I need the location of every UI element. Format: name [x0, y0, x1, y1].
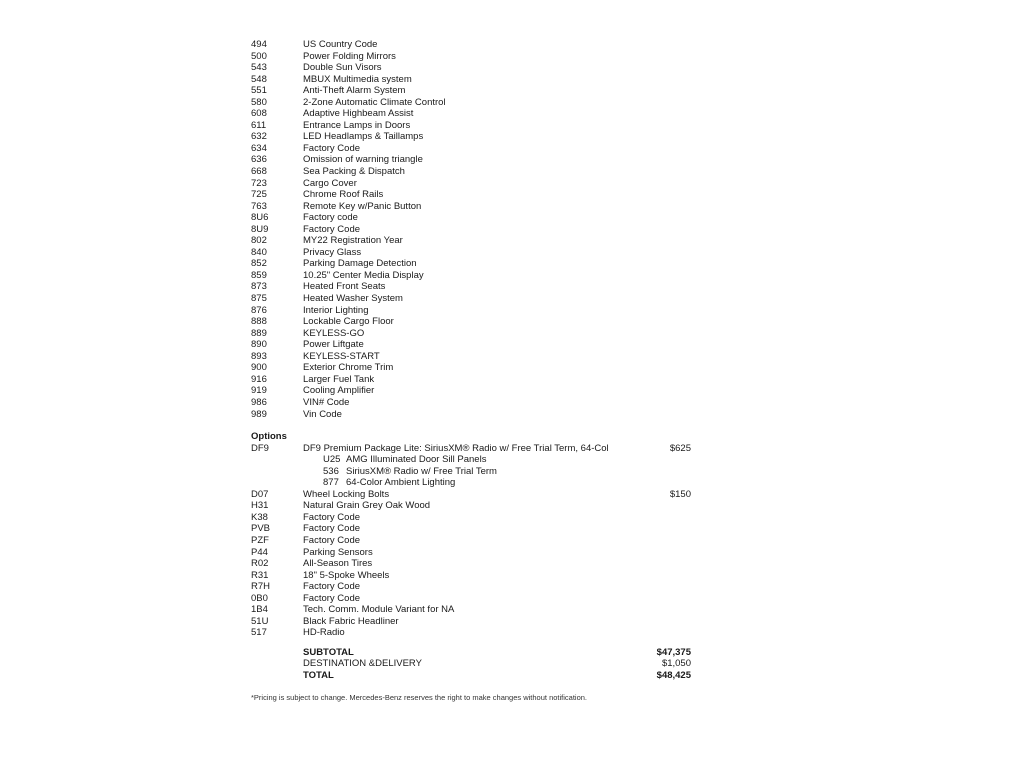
- option-row: [251, 500, 711, 512]
- code-description: 2-Zone Automatic Climate Control: [303, 96, 446, 108]
- code-description: MBUX Multimedia system: [303, 73, 412, 85]
- option-row: [251, 512, 711, 524]
- package-item-row: [251, 477, 711, 489]
- option-description: Parking Sensors: [303, 546, 373, 558]
- code-description: Anti-Theft Alarm System: [303, 85, 406, 97]
- option-code: H31: [251, 500, 269, 512]
- code-description: Lockable Cargo Floor: [303, 316, 394, 328]
- code-value: 876: [251, 304, 267, 316]
- code-value: 723: [251, 177, 267, 189]
- code-description: US Country Code: [303, 39, 378, 50]
- code-row: [251, 189, 711, 201]
- code-row: [251, 131, 711, 143]
- option-description: All-Season Tires: [303, 558, 373, 570]
- code-value: 873: [251, 281, 267, 293]
- code-row: [251, 166, 711, 178]
- code-row: [251, 120, 711, 132]
- code-description: Vin Code: [303, 408, 342, 420]
- code-value: 580: [251, 96, 267, 108]
- options-heading: [251, 431, 711, 443]
- package-item-code: 877: [323, 477, 339, 489]
- code-description: Parking Damage Detection: [303, 258, 417, 270]
- code-row: [251, 293, 711, 305]
- code-description: Remote Key w/Panic Button: [303, 200, 422, 212]
- option-description: DF9 Premium Package Lite: SiriusXM® Radio w/ Free Trial Term, 64-Col: [303, 442, 609, 454]
- package-item-row: [251, 466, 711, 478]
- code-value: 634: [251, 142, 267, 154]
- option-code: PZF: [251, 534, 269, 546]
- code-description: Power Folding Mirrors: [303, 50, 396, 62]
- total-value: $48,425: [656, 669, 691, 681]
- code-value: 859: [251, 269, 267, 281]
- code-row: [251, 409, 711, 421]
- option-code: 1B4: [251, 604, 268, 616]
- code-description: Adaptive Highbeam Assist: [303, 108, 414, 120]
- option-description: Factory Code: [303, 534, 361, 546]
- code-description: 10.25" Center Media Display: [303, 269, 424, 281]
- code-row: [251, 97, 711, 109]
- code-value: 890: [251, 339, 267, 351]
- standard-codes-list: [251, 39, 711, 420]
- option-code: K38: [251, 511, 268, 523]
- code-row: [251, 397, 711, 409]
- option-code: 51U: [251, 615, 269, 627]
- code-value: 611: [251, 119, 267, 131]
- code-value: 916: [251, 373, 267, 385]
- code-value: 763: [251, 200, 267, 212]
- code-row: [251, 235, 711, 247]
- code-value: 889: [251, 327, 267, 339]
- code-description: VIN# Code: [303, 396, 350, 408]
- code-row: [251, 270, 711, 282]
- option-description: Factory Code: [303, 581, 361, 593]
- code-description: Chrome Roof Rails: [303, 189, 384, 201]
- code-description: Larger Fuel Tank: [303, 373, 375, 385]
- options-list: [251, 443, 711, 639]
- code-description: Cooling Amplifier: [303, 385, 375, 397]
- option-description: Tech. Comm. Module Variant for NA: [303, 604, 455, 616]
- code-row: [251, 108, 711, 120]
- code-row: [251, 62, 711, 74]
- code-row: [251, 85, 711, 97]
- code-row: [251, 247, 711, 259]
- code-value: 900: [251, 362, 267, 374]
- option-row: [251, 604, 711, 616]
- code-value: 875: [251, 293, 267, 305]
- option-description: Factory Code: [303, 511, 361, 523]
- option-code: DF9: [251, 442, 269, 454]
- code-value: 636: [251, 154, 267, 166]
- option-description: Wheel Locking Bolts: [303, 488, 390, 500]
- option-row: [251, 593, 711, 605]
- code-row: [251, 258, 711, 270]
- option-code: R02: [251, 558, 269, 570]
- option-row: [251, 627, 711, 639]
- code-description: Heated Washer System: [303, 293, 403, 305]
- option-code: 0B0: [251, 592, 268, 604]
- subtotal-row: [251, 647, 711, 659]
- code-value: 548: [251, 73, 267, 85]
- code-description: Factory Code: [303, 223, 361, 235]
- code-row: [251, 305, 711, 317]
- option-row: [251, 489, 711, 501]
- total-label: TOTAL: [303, 669, 334, 681]
- code-row: [251, 281, 711, 293]
- code-row: [251, 385, 711, 397]
- package-item-row: [251, 454, 711, 466]
- subtotal-label: SUBTOTAL: [303, 646, 354, 658]
- code-value: 8U6: [251, 212, 269, 224]
- code-value: 802: [251, 235, 267, 247]
- code-description: KEYLESS-START: [303, 350, 380, 362]
- code-description: KEYLESS-GO: [303, 327, 365, 339]
- code-description: Power Liftgate: [303, 339, 364, 351]
- total-row: [251, 670, 711, 682]
- code-value: 986: [251, 396, 267, 408]
- code-value: 888: [251, 316, 267, 328]
- code-row: [251, 143, 711, 155]
- package-item-code: U25: [323, 454, 341, 466]
- pricing-footnote: *Pricing is subject to change. Mercedes-Benz reserves the right to make changes without notification.: [251, 693, 588, 702]
- code-value: 840: [251, 246, 267, 258]
- code-value: 725: [251, 189, 267, 201]
- package-item-description: SiriusXM® Radio w/ Free Trial Term: [346, 465, 497, 477]
- option-row: [251, 570, 711, 582]
- option-code: 517: [251, 627, 267, 639]
- option-row: [251, 535, 711, 547]
- code-row: [251, 328, 711, 340]
- option-price: $150: [669, 488, 691, 500]
- code-description: MY22 Registration Year: [303, 235, 403, 247]
- option-price: $625: [669, 442, 691, 454]
- package-item-description: 64-Color Ambient Lighting: [346, 477, 456, 489]
- option-code: P44: [251, 546, 268, 558]
- option-code: R7H: [251, 581, 271, 593]
- option-row: [251, 523, 711, 535]
- code-row: [251, 316, 711, 328]
- option-description: HD-Radio: [303, 627, 345, 639]
- code-row: [251, 362, 711, 374]
- option-description: Factory Code: [303, 592, 361, 604]
- option-row: [251, 443, 711, 455]
- code-row: [251, 154, 711, 166]
- code-row: [251, 212, 711, 224]
- code-description: Factory code: [303, 212, 358, 224]
- package-item-code: 536: [323, 465, 339, 477]
- code-row: [251, 178, 711, 190]
- code-description: Privacy Glass: [303, 246, 362, 258]
- destination-row: [251, 658, 711, 670]
- code-value: 919: [251, 385, 267, 397]
- code-row: [251, 339, 711, 351]
- code-row: [251, 374, 711, 386]
- code-row: [251, 351, 711, 363]
- option-code: R31: [251, 569, 269, 581]
- destination-value: $1,050: [661, 658, 691, 670]
- option-code: PVB: [251, 523, 271, 535]
- destination-label: DESTINATION &DELIVERY: [303, 658, 422, 670]
- section-spacer: [251, 639, 711, 647]
- code-description: Interior Lighting: [303, 304, 369, 316]
- code-value: 551: [251, 85, 267, 97]
- code-description: LED Headlamps & Taillamps: [303, 131, 424, 143]
- code-value: 893: [251, 350, 267, 362]
- code-description: Cargo Cover: [303, 177, 357, 189]
- code-description: Factory Code: [303, 142, 361, 154]
- code-value: 989: [251, 408, 267, 420]
- code-value: 8U9: [251, 223, 269, 235]
- section-spacer: [251, 420, 711, 431]
- options-heading-label: Options: [251, 431, 287, 443]
- code-description: Heated Front Seats: [303, 281, 386, 293]
- option-description: Black Fabric Headliner: [303, 615, 399, 627]
- code-row: [251, 224, 711, 236]
- code-row: [251, 51, 711, 63]
- code-description: Double Sun Visors: [303, 62, 382, 74]
- code-row: [251, 201, 711, 213]
- option-description: 18" 5-Spoke Wheels: [303, 569, 390, 581]
- option-description: Natural Grain Grey Oak Wood: [303, 500, 431, 512]
- option-row: [251, 558, 711, 570]
- code-value: 632: [251, 131, 267, 143]
- window-sticker-document: [251, 39, 711, 682]
- option-description: Factory Code: [303, 523, 361, 535]
- code-value: 543: [251, 62, 267, 74]
- code-value: 494: [251, 39, 267, 50]
- option-row: [251, 616, 711, 628]
- code-row: [251, 39, 711, 51]
- code-value: 500: [251, 50, 267, 62]
- code-value: 608: [251, 108, 267, 120]
- subtotal-value: $47,375: [656, 646, 691, 658]
- code-description: Omission of warning triangle: [303, 154, 423, 166]
- code-value: 668: [251, 166, 267, 178]
- option-row: [251, 547, 711, 559]
- code-row: [251, 74, 711, 86]
- code-value: 852: [251, 258, 267, 270]
- package-item-description: AMG Illuminated Door Sill Panels: [346, 454, 487, 466]
- option-code: D07: [251, 488, 269, 500]
- option-row: [251, 581, 711, 593]
- code-description: Exterior Chrome Trim: [303, 362, 394, 374]
- code-description: Entrance Lamps in Doors: [303, 119, 411, 131]
- code-description: Sea Packing & Dispatch: [303, 166, 405, 178]
